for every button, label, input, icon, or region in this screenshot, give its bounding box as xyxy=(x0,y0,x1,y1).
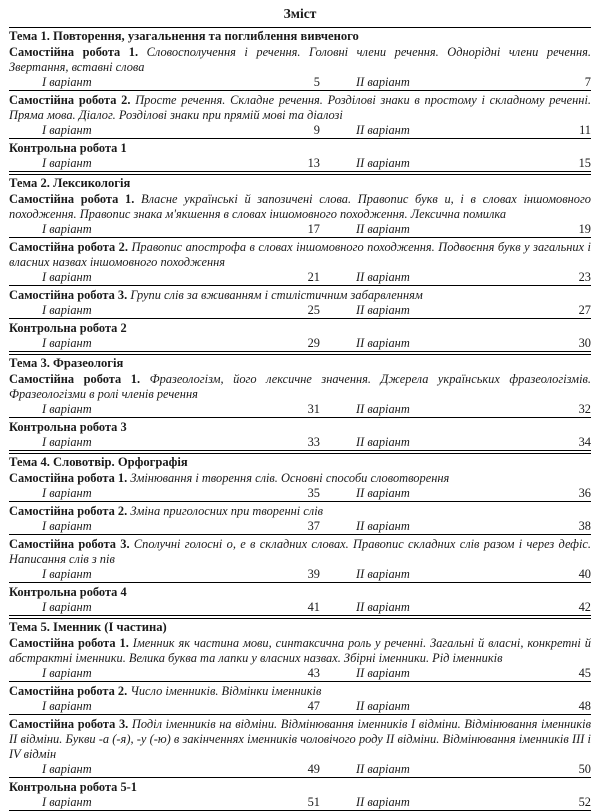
entry-description: Число іменників. Відмінки іменників xyxy=(130,684,322,698)
variant-2-link[interactable] xyxy=(320,156,591,171)
variant-1-label: І варіант xyxy=(42,519,92,533)
leader-line xyxy=(92,270,306,285)
leader-line xyxy=(92,402,306,417)
variant-row xyxy=(9,75,591,91)
topic-heading: Тема 1. Повторення, узагальнення та поглиблення вивченого xyxy=(9,27,591,44)
leader-line xyxy=(410,336,577,351)
entry-title xyxy=(9,240,591,270)
variant-2-page-number: 15 xyxy=(578,156,591,170)
variant-1-link[interactable] xyxy=(42,666,320,681)
entry-label: Самостійна робота 2. xyxy=(9,93,131,107)
variant-2-label: ІІ варіант xyxy=(356,435,410,449)
leader-line xyxy=(92,156,306,171)
entry-label: Самостійна робота 3. xyxy=(9,537,130,551)
leader-line xyxy=(410,156,577,171)
variant-2-page-number: 42 xyxy=(578,600,591,614)
variant-2-label: ІІ варіант xyxy=(356,222,410,236)
leader-line xyxy=(92,762,306,777)
leader-line xyxy=(410,567,577,582)
variant-2-link[interactable] xyxy=(320,795,591,810)
variant-row xyxy=(9,795,591,811)
variant-2-link[interactable] xyxy=(320,336,591,351)
variant-2-page-number: 23 xyxy=(578,270,591,284)
variant-1-page-number: 25 xyxy=(307,303,320,317)
entry-title xyxy=(9,372,591,402)
variant-1-page-number: 13 xyxy=(307,156,320,170)
leader-line xyxy=(92,336,306,351)
variant-2-page-number: 50 xyxy=(578,762,591,776)
variant-2-link[interactable] xyxy=(320,600,591,615)
variant-1-link[interactable] xyxy=(42,303,320,318)
variant-1-link[interactable] xyxy=(42,270,320,285)
variant-1-page-number: 21 xyxy=(307,270,320,284)
variant-2-page-number: 19 xyxy=(578,222,591,236)
entry-title xyxy=(9,537,591,567)
entry-title xyxy=(9,717,591,762)
leader-line xyxy=(410,435,577,450)
variant-1-link[interactable] xyxy=(42,435,320,450)
leader-line xyxy=(92,699,306,714)
variant-2-label: ІІ варіант xyxy=(356,402,410,416)
entry-description: Словосполучення і речення. Головні члени речення. Однорідні члени речення. Звертання, вставні слова xyxy=(9,45,591,74)
toc-entry xyxy=(9,636,591,682)
entry-title xyxy=(9,321,591,336)
variant-1-link[interactable] xyxy=(42,123,320,138)
variant-2-link[interactable] xyxy=(320,123,591,138)
variant-1-label: І варіант xyxy=(42,123,92,137)
entry-label: Самостійна робота 2. xyxy=(9,504,128,518)
entry-description: Зміна приголосних при творенні слів xyxy=(130,504,324,518)
variant-2-label: ІІ варіант xyxy=(356,699,410,713)
variant-row xyxy=(9,156,591,172)
variant-2-label: ІІ варіант xyxy=(356,303,410,317)
entry-description: Правопис апострофа в словах іншомовного походження. Подвоєння букв у загальних і власних назвах іншомовного походження xyxy=(9,240,591,269)
entry-title xyxy=(9,93,591,123)
variant-1-page-number: 5 xyxy=(313,75,320,89)
entry-label: Самостійна робота 1. xyxy=(9,45,139,59)
page-title: Зміст xyxy=(283,6,317,21)
variant-row xyxy=(9,762,591,778)
toc-entry xyxy=(9,321,591,352)
variant-2-label: ІІ варіант xyxy=(356,486,410,500)
toc-entry xyxy=(9,45,591,91)
entry-label: Самостійна робота 2. xyxy=(9,240,128,254)
variant-2-label: ІІ варіант xyxy=(356,75,410,89)
entry-label: Самостійна робота 1. xyxy=(9,636,129,650)
variant-1-link[interactable] xyxy=(42,336,320,351)
variant-row xyxy=(9,435,591,451)
variant-row xyxy=(9,600,591,616)
entry-label: Самостійна робота 3. xyxy=(9,288,128,302)
entry-description: Поділ іменників на відміни. Відмінювання іменників І відміни. Відмінювання іменників ІІ відміни. Букви -а (-я), -у (-ю) в закінченнях іменників чоловічого роду ІІ відміни. Відмінювання іменників ІІІ і IV відмін xyxy=(9,717,591,761)
leader-line xyxy=(410,699,577,714)
entry-title xyxy=(9,192,591,222)
variant-row xyxy=(9,270,591,286)
leader-line xyxy=(92,75,312,90)
variant-1-label: І варіант xyxy=(42,567,92,581)
entry-description: Групи слів за вживанням і стилістичним забарвленням xyxy=(130,288,423,302)
variant-1-page-number: 43 xyxy=(307,666,320,680)
variant-2-label: ІІ варіант xyxy=(356,156,410,170)
variant-2-page-number: 38 xyxy=(578,519,591,533)
leader-line xyxy=(410,270,577,285)
entry-label: Самостійна робота 2. xyxy=(9,684,128,698)
leader-line xyxy=(92,795,306,810)
variant-2-page-number: 32 xyxy=(578,402,591,416)
variant-2-link[interactable] xyxy=(320,699,591,714)
toc-entry xyxy=(9,471,591,502)
toc-entry xyxy=(9,585,591,616)
toc-entry xyxy=(9,537,591,583)
variant-2-link[interactable] xyxy=(320,75,591,90)
variant-1-label: І варіант xyxy=(42,156,92,170)
variant-2-link[interactable] xyxy=(320,666,591,681)
entry-label: Контрольна робота 5-1 xyxy=(9,780,137,794)
variant-2-page-number: 48 xyxy=(578,699,591,713)
variant-2-label: ІІ варіант xyxy=(356,519,410,533)
variant-1-label: І варіант xyxy=(42,75,92,89)
variant-row xyxy=(9,303,591,319)
variant-1-page-number: 41 xyxy=(307,600,320,614)
variant-1-label: І варіант xyxy=(42,402,92,416)
variant-2-label: ІІ варіант xyxy=(356,567,410,581)
variant-1-page-number: 49 xyxy=(307,762,320,776)
entry-description: Просте речення. Складне речення. Розділові знаки в простому і складному реченні. Пряма мова. Діалог. Розділові знаки при прямій мові та діалозі xyxy=(9,93,591,122)
toc-entry xyxy=(9,192,591,238)
entry-label: Контрольна робота 3 xyxy=(9,420,127,434)
variant-1-link[interactable] xyxy=(42,567,320,582)
leader-line xyxy=(410,303,577,318)
variant-row xyxy=(9,519,591,535)
entry-title xyxy=(9,684,591,699)
toc-entry xyxy=(9,780,591,811)
leader-line xyxy=(92,435,306,450)
variant-row xyxy=(9,666,591,682)
variant-1-label: І варіант xyxy=(42,762,92,776)
leader-line xyxy=(410,600,577,615)
variant-2-page-number: 11 xyxy=(579,123,591,137)
variant-1-page-number: 29 xyxy=(307,336,320,350)
variant-1-label: І варіант xyxy=(42,270,92,284)
variant-2-link[interactable] xyxy=(320,402,591,417)
entry-description: Змінювання і творення слів. Основні способи словотворення xyxy=(130,471,450,485)
leader-line xyxy=(92,666,306,681)
variant-2-page-number: 52 xyxy=(578,795,591,809)
variant-1-page-number: 33 xyxy=(307,435,320,449)
variant-2-page-number: 36 xyxy=(578,486,591,500)
leader-line xyxy=(92,123,312,138)
entry-title xyxy=(9,420,591,435)
leader-line xyxy=(410,762,577,777)
entry-label: Самостійна робота 1. xyxy=(9,192,135,206)
variant-1-label: І варіант xyxy=(42,222,92,236)
leader-line xyxy=(410,222,577,237)
variant-2-page-number: 27 xyxy=(578,303,591,317)
variant-2-link[interactable] xyxy=(320,567,591,582)
variant-1-label: І варіант xyxy=(42,336,92,350)
variant-2-link[interactable] xyxy=(320,222,591,237)
variant-1-page-number: 17 xyxy=(307,222,320,236)
leader-line xyxy=(410,75,583,90)
variant-2-page-number: 40 xyxy=(578,567,591,581)
leader-line xyxy=(410,795,577,810)
variant-1-page-number: 35 xyxy=(307,486,320,500)
toc-entry xyxy=(9,93,591,139)
entry-description: Фразеологізм, його лексичне значення. Джерела українських фразеологізмів. Фразеологізми в ролі членів речення xyxy=(9,372,591,401)
leader-line xyxy=(92,222,306,237)
variant-2-link[interactable] xyxy=(320,435,591,450)
entry-title xyxy=(9,45,591,75)
entry-title xyxy=(9,471,591,486)
variant-2-label: ІІ варіант xyxy=(356,600,410,614)
leader-line xyxy=(410,402,577,417)
toc-body xyxy=(9,27,591,811)
topic-heading: Тема 4. Словотвір. Орфографія xyxy=(9,453,591,470)
variant-1-link[interactable] xyxy=(42,156,320,171)
entry-title xyxy=(9,288,591,303)
entry-label: Контрольна робота 2 xyxy=(9,321,127,335)
variant-2-label: ІІ варіант xyxy=(356,270,410,284)
entry-description: Власне українські й запозичені слова. Правопис букв и, і в словах іншомовного походження. Правопис знака м'якшення в словах іншомовного походження. Лексична помилка xyxy=(9,192,591,221)
entry-label: Самостійна робота 1. xyxy=(9,372,141,386)
leader-line xyxy=(92,600,306,615)
variant-1-link[interactable] xyxy=(42,600,320,615)
variant-2-link[interactable] xyxy=(320,519,591,534)
variant-1-link[interactable] xyxy=(42,402,320,417)
variant-2-page-number: 34 xyxy=(578,435,591,449)
variant-1-label: І варіант xyxy=(42,666,92,680)
variant-1-link[interactable] xyxy=(42,486,320,501)
toc-entry xyxy=(9,141,591,172)
leader-line xyxy=(92,567,306,582)
toc-entry xyxy=(9,372,591,418)
toc-entry xyxy=(9,420,591,451)
variant-1-link[interactable] xyxy=(42,795,320,810)
variant-2-label: ІІ варіант xyxy=(356,762,410,776)
leader-line xyxy=(92,303,306,318)
variant-2-link[interactable] xyxy=(320,303,591,318)
variant-row xyxy=(9,567,591,583)
variant-1-link[interactable] xyxy=(42,222,320,237)
variant-2-page-number: 7 xyxy=(584,75,591,89)
variant-1-link[interactable] xyxy=(42,699,320,714)
variant-row xyxy=(9,222,591,238)
entry-title xyxy=(9,585,591,600)
variant-1-label: І варіант xyxy=(42,486,92,500)
variant-row xyxy=(9,699,591,715)
variant-1-link[interactable] xyxy=(42,75,320,90)
topic-heading: Тема 5. Іменник (І частина) xyxy=(9,618,591,635)
entry-title xyxy=(9,141,591,156)
leader-line xyxy=(410,486,577,501)
table-of-contents-page xyxy=(9,0,591,811)
entry-title xyxy=(9,504,591,519)
topic-heading: Тема 2. Лексикологія xyxy=(9,174,591,191)
variant-2-label: ІІ варіант xyxy=(356,666,410,680)
toc-entry xyxy=(9,717,591,778)
variant-1-link[interactable] xyxy=(42,762,320,777)
entry-title xyxy=(9,780,591,795)
variant-1-page-number: 39 xyxy=(307,567,320,581)
variant-1-label: І варіант xyxy=(42,435,92,449)
variant-1-page-number: 47 xyxy=(307,699,320,713)
variant-1-label: І варіант xyxy=(42,699,92,713)
variant-2-page-number: 45 xyxy=(578,666,591,680)
topic-heading: Тема 3. Фразеологія xyxy=(9,354,591,371)
variant-1-label: І варіант xyxy=(42,303,92,317)
entry-label: Самостійна робота 3. xyxy=(9,717,129,731)
variant-2-label: ІІ варіант xyxy=(356,123,410,137)
variant-1-page-number: 31 xyxy=(307,402,320,416)
variant-1-page-number: 51 xyxy=(307,795,320,809)
entry-description: Сполучні голосні о, е в складних словах. Правопис складних слів разом і через дефіс. Написання слів з пів xyxy=(9,537,591,566)
variant-1-page-number: 9 xyxy=(313,123,320,137)
toc-entry xyxy=(9,504,591,535)
variant-1-page-number: 37 xyxy=(307,519,320,533)
entry-title xyxy=(9,636,591,666)
variant-2-label: ІІ варіант xyxy=(356,336,410,350)
variant-2-page-number: 30 xyxy=(578,336,591,350)
variant-row xyxy=(9,123,591,139)
entry-description: Іменник як частина мови, синтаксична роль у реченні. Загальні й власні, конкретні й абстрактні іменники. Велика буква та лапки у власних назвах. Збірні іменники. Рід іменників xyxy=(9,636,591,665)
toc-entry xyxy=(9,684,591,715)
variant-1-label: І варіант xyxy=(42,795,92,809)
entry-label: Самостійна робота 1. xyxy=(9,471,128,485)
leader-line xyxy=(410,666,577,681)
variant-2-link[interactable] xyxy=(320,762,591,777)
variant-1-link[interactable] xyxy=(42,519,320,534)
variant-2-link[interactable] xyxy=(320,270,591,285)
variant-2-link[interactable] xyxy=(320,486,591,501)
variant-2-label: ІІ варіант xyxy=(356,795,410,809)
entry-label: Контрольна робота 1 xyxy=(9,141,127,155)
entry-label: Контрольна робота 4 xyxy=(9,585,127,599)
variant-row xyxy=(9,402,591,418)
variant-row xyxy=(9,486,591,502)
variant-row xyxy=(9,336,591,352)
toc-entry xyxy=(9,288,591,319)
toc-entry xyxy=(9,240,591,286)
leader-line xyxy=(92,486,306,501)
leader-line xyxy=(92,519,306,534)
variant-1-label: І варіант xyxy=(42,600,92,614)
leader-line xyxy=(410,123,577,138)
leader-line xyxy=(410,519,577,534)
